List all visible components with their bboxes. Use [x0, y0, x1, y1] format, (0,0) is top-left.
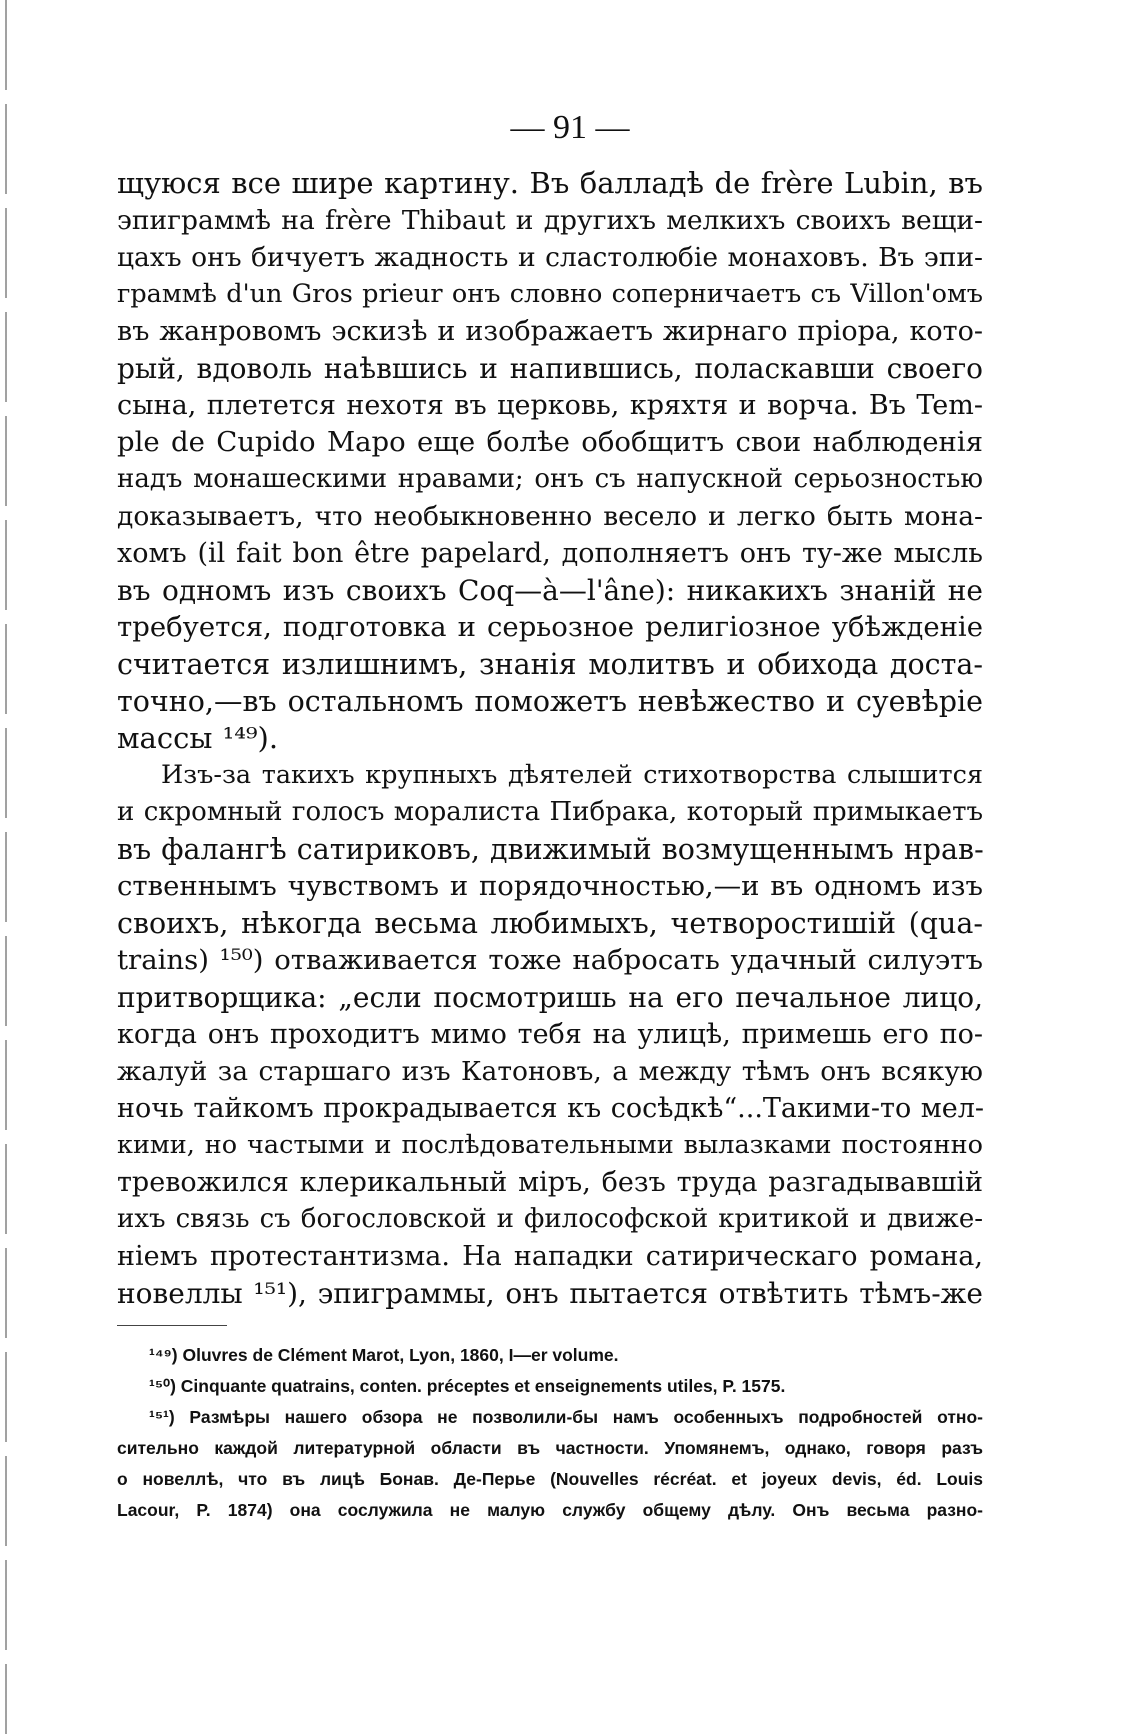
text-line: требуется, подготовка и серьозное религіозное убѣжденіе	[117, 611, 983, 643]
text-line: въ фалангѣ сатириковъ, движимый возмущеннымъ нрав-	[117, 833, 984, 866]
text-line: щуюся все шире картину. Въ балладѣ de frère Lubin, въ	[117, 166, 983, 200]
text-line: Изъ-за такихъ крупныхъ дѣятелей стихотворства слышится	[161, 760, 983, 790]
text-line: точно,—въ остальномъ поможетъ невѣжество и суевѣріе	[117, 685, 983, 718]
text-line: рый, вдоволь наѣвшись и напившись, поласкавши своего	[117, 352, 983, 385]
footnote-line: Lacour, P. 1874) она сослужила не малую службу общему дѣлу. Онъ весьма разно-	[117, 1500, 983, 1520]
footnote-line: ¹⁵⁰) Cinquante quatrains, conten. préceptes et enseignements utiles, P. 1575.	[149, 1376, 786, 1396]
main-text	[117, 165, 983, 1312]
text-line: ственнымъ чувствомъ и порядочностью,—и въ одномъ изъ	[117, 870, 983, 902]
text-line: trains) ¹⁵⁰) отваживается тоже набросать удачный силуэтъ	[117, 944, 983, 976]
scan-edge-line	[5, 0, 7, 1734]
text-line: новеллы ¹⁵¹), эпиграммы, онъ пытается отвѣтить тѣмъ-же	[117, 1277, 983, 1310]
text-line: своихъ, нѣкогда весьма любимыхъ, четворостишій (qua-	[117, 907, 983, 940]
text-line: сына, плетется нехотя въ церковь, кряхтя и ворча. Въ Tem-	[117, 390, 983, 421]
text-line: въ одномъ изъ своихъ Coq—à—l'âne): никакихъ знаній не	[117, 574, 983, 607]
text-line: ихъ связь съ богословской и философской критикой и движе-	[117, 1204, 983, 1234]
text-line: ніемъ протестантизма. На нападки сатирическаго романа,	[117, 1241, 983, 1272]
text-line: надъ монашескими нравами; онъ съ напускной серьозностью	[117, 464, 983, 494]
text-line: когда онъ проходитъ мимо тебя на улицѣ, примешь его по-	[117, 1019, 983, 1050]
page-number: — 91 —	[510, 109, 630, 146]
text-line: хомъ (il fait bon être papelard, дополняетъ онъ ту-же мысль	[117, 538, 983, 569]
text-line: ночь тайкомъ прокрадывается къ сосѣдкѣ“...Такими-то мел-	[117, 1093, 985, 1124]
text-line: массы ¹⁴⁹).	[117, 721, 279, 755]
text-line: тревожился клерикальный міръ, безъ труда разгадывавшій	[117, 1167, 983, 1198]
text-line: кими, но частыми и послѣдовательными вылазками постоянно	[117, 1130, 983, 1160]
footnote-line: ¹⁵¹) Размѣры нашего обзора не позволили-бы намъ особенныхъ подробностей отно-	[149, 1407, 983, 1427]
text-line: ple de Cupido Маро еще болѣе обобщитъ свои наблюденія	[117, 426, 983, 458]
text-line: граммѣ d'un Gros prieur онъ словно соперничаетъ съ Villon'омъ	[117, 279, 983, 309]
footnote-line: сительно каждой литературной области въ частности. Упомянемъ, однако, говоря разъ	[117, 1438, 983, 1458]
text-line: въ жанровомъ эскизѣ и изображаетъ жирнаго пріора, кото-	[117, 316, 983, 347]
text-line: жалуй за старшаго изъ Катоновъ, а между тѣмъ онъ всякую	[117, 1056, 983, 1087]
footnote-divider	[117, 1325, 227, 1326]
text-line: эпиграммѣ на frère Thibaut и другихъ мелкихъ своихъ вещи-	[117, 205, 983, 236]
text-line: считается излишнимъ, знанія молитвъ и обихода доста-	[117, 648, 983, 681]
footnote-line: о новеллѣ, что въ лицѣ Бонав. Де-Перье (Nouvelles récréat. et joyeux devis, éd. Louis	[117, 1469, 983, 1489]
text-line: цахъ онъ бичуетъ жадность и сластолюбіе монаховъ. Въ эпи-	[117, 242, 983, 273]
text-line: притворщика: „если посмотришь на его печальное лицо,	[117, 981, 983, 1014]
footnote-line: ¹⁴⁹) Oluvres de Clément Marot, Lyon, 1860, I—er volume.	[149, 1345, 619, 1365]
text-line: и скромный голосъ моралиста Пибрака, который примыкаетъ	[117, 797, 983, 827]
text-line: доказываетъ, что необыкновенно весело и легко быть мона-	[117, 501, 983, 532]
footnotes	[117, 1340, 983, 1526]
